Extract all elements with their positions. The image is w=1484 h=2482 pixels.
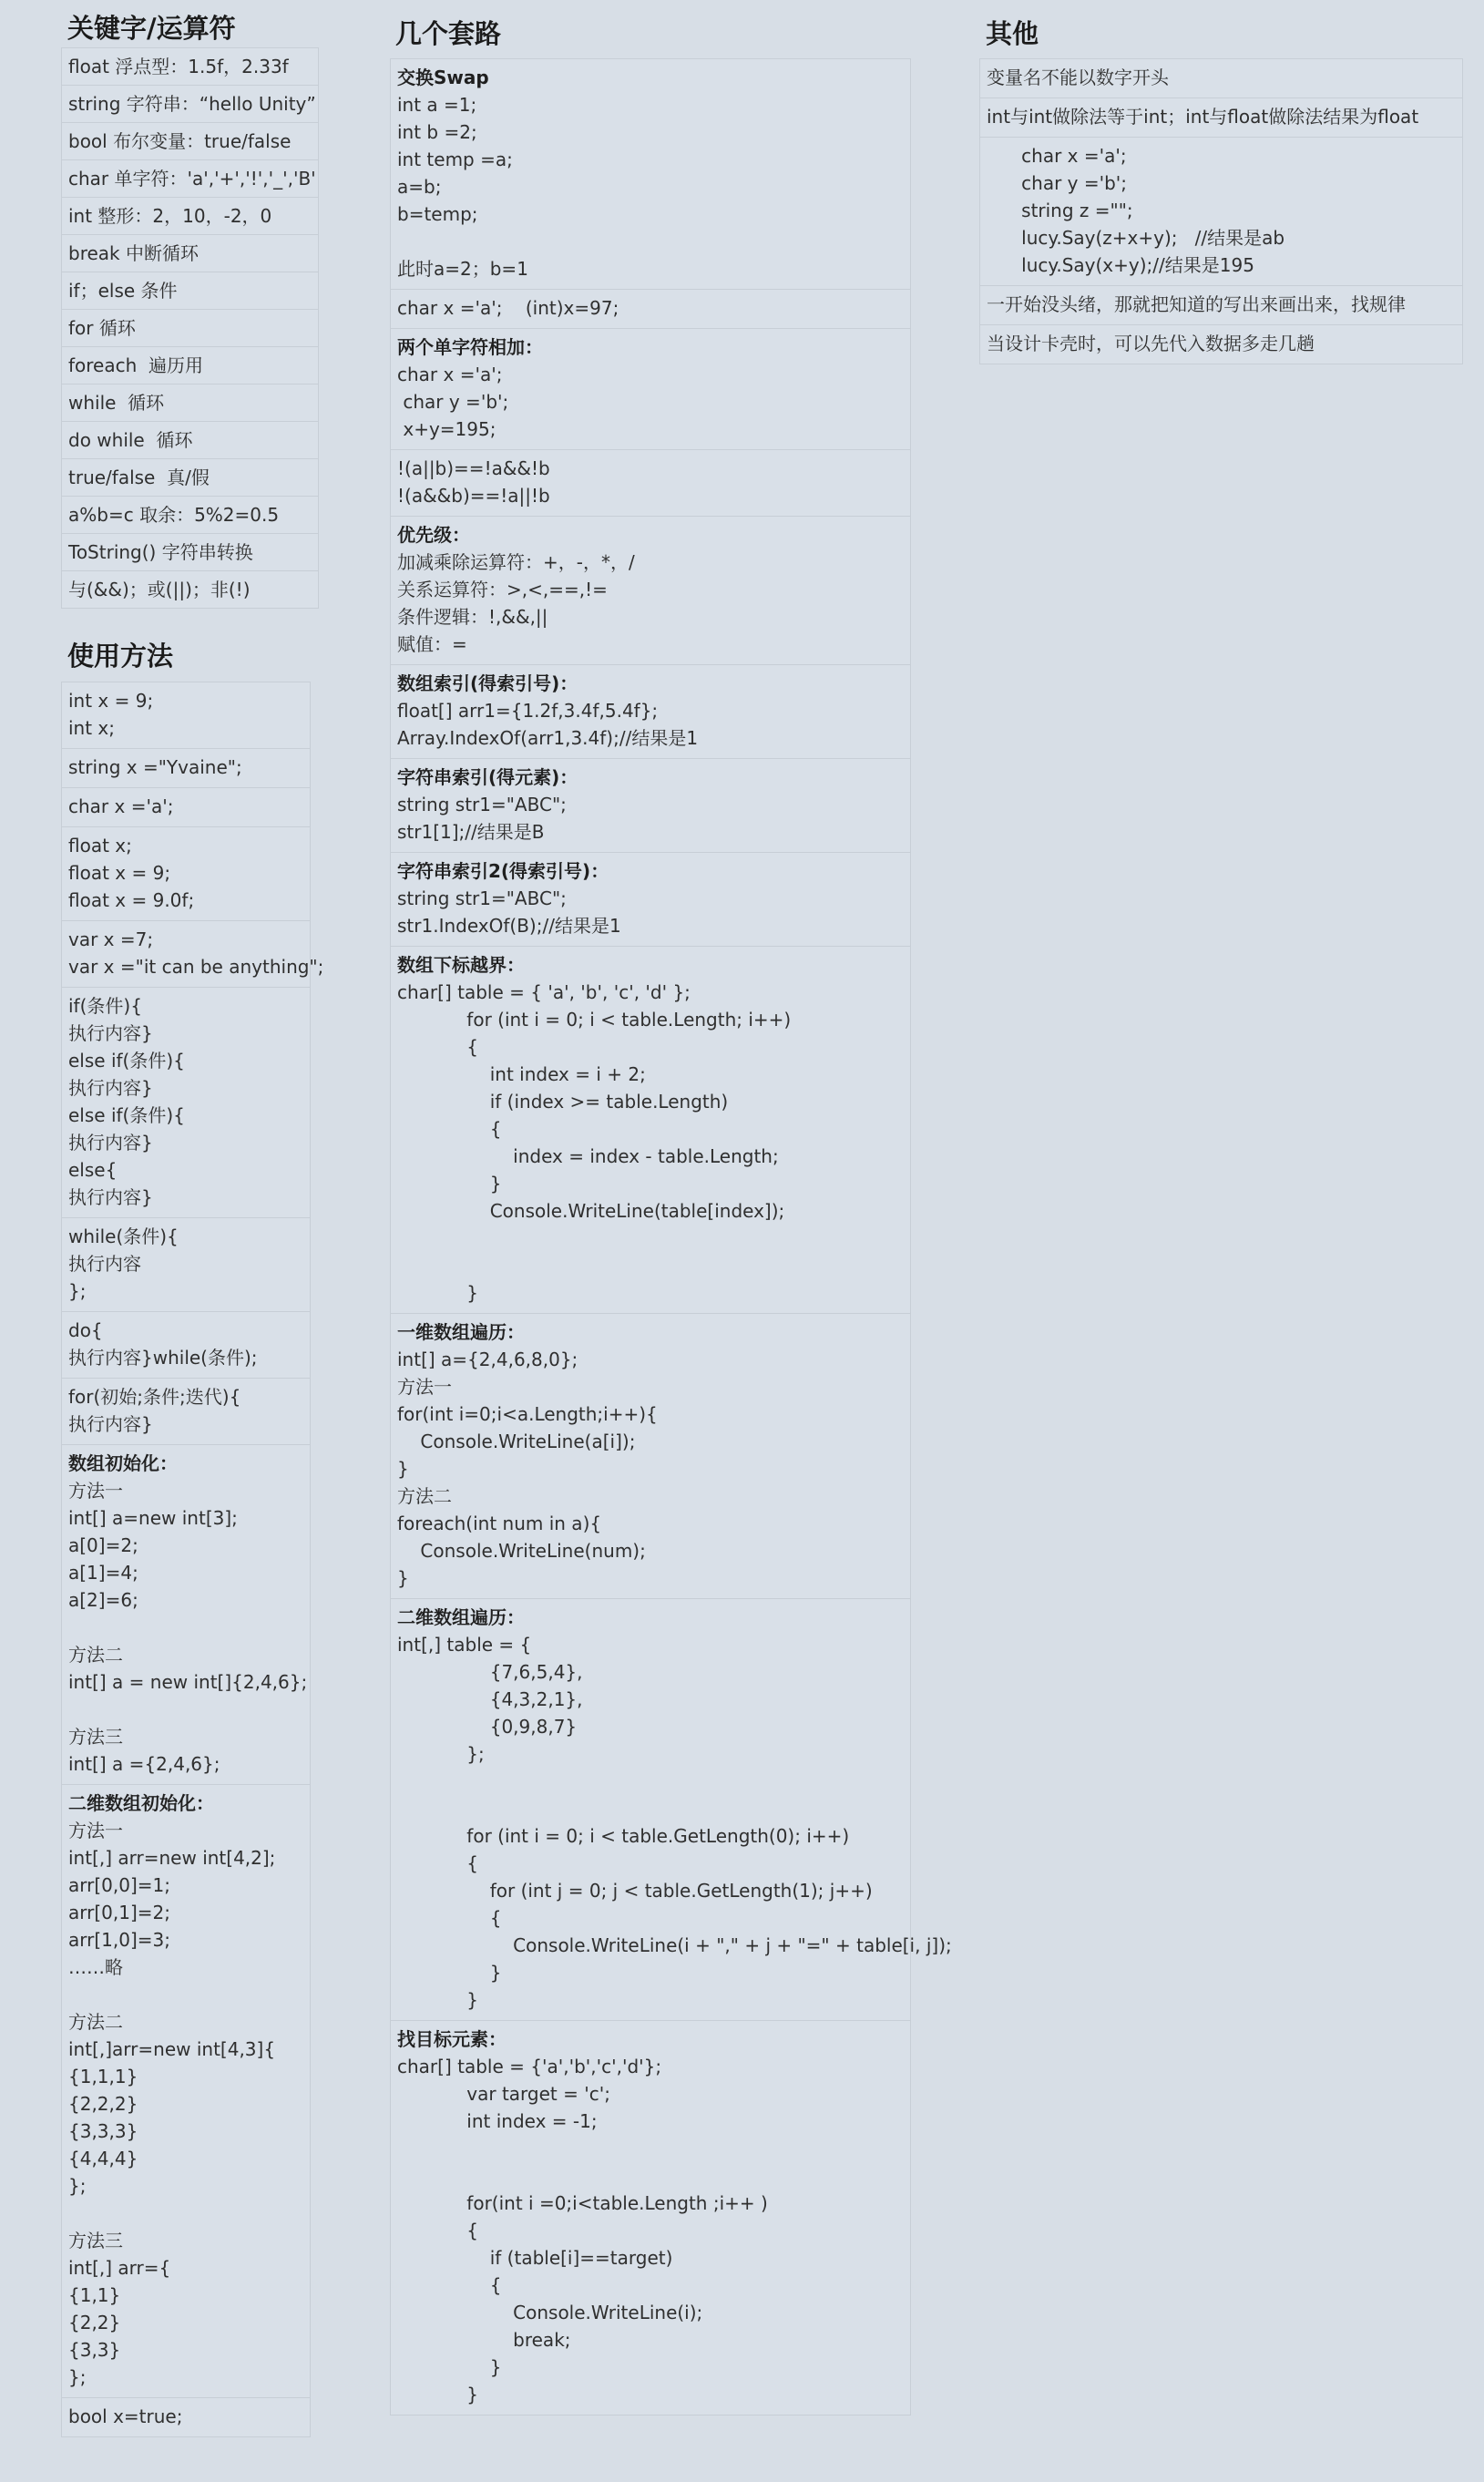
code-line: {3,3,3} xyxy=(68,2120,138,2142)
pattern-block xyxy=(391,59,910,289)
pattern-block xyxy=(391,289,910,328)
section-title: 交换Swap xyxy=(397,67,489,88)
code-line: foreach(int num in a){ xyxy=(397,1513,602,1534)
code-line xyxy=(397,2162,904,2190)
code-line: string str1="ABC"; xyxy=(397,887,567,909)
code-line: { xyxy=(397,1907,502,1929)
code-line: { xyxy=(397,2220,479,2241)
keyword-row-text: 与(&&)；或(||)；非(!) xyxy=(68,579,251,600)
keyword-row xyxy=(62,458,318,496)
code-line: if(条件){ xyxy=(68,995,142,1017)
code-line: int与int做除法等于int；int与float做除法结果为float xyxy=(987,106,1419,128)
keyword-row xyxy=(62,159,318,197)
code-line: 变量名不能以数字开头 xyxy=(987,67,1169,88)
code-line: Console.WriteLine(i + "," + j + "=" + table[i, j]); xyxy=(397,1934,952,1956)
code-line: else if(条件){ xyxy=(68,1050,185,1072)
keyword-row-text: int 整形：2，10，-2，0 xyxy=(68,205,272,227)
other-table xyxy=(979,58,1463,364)
code-line: char x ='a'; xyxy=(68,795,174,817)
code-line: int[,] arr={ xyxy=(68,2257,171,2279)
keyword-row xyxy=(62,533,318,570)
code-line: while(条件){ xyxy=(68,1226,179,1247)
pattern-block xyxy=(391,2020,910,2415)
code-line: arr[0,1]=2; xyxy=(68,1902,170,1923)
pattern-block xyxy=(391,449,910,516)
code-line: str1.IndexOf(B);//结果是1 xyxy=(397,915,621,937)
code-line: { xyxy=(397,1852,479,1874)
code-line: char x ='a'; xyxy=(987,145,1127,167)
code-line: arr[0,0]=1; xyxy=(68,1874,170,1896)
code-line: for(初始;条件;迭代){ xyxy=(68,1386,241,1408)
code-line: int[] a = new int[]{2,4,6}; xyxy=(68,1671,308,1693)
usage-block xyxy=(62,1784,310,2397)
code-line: Array.IndexOf(arr1,3.4f);//结果是1 xyxy=(397,727,699,749)
keyword-row xyxy=(62,384,318,421)
code-line: 方法二 xyxy=(397,1485,452,1507)
code-line: 方法一 xyxy=(68,1480,123,1502)
other-block xyxy=(980,137,1462,285)
code-line: 执行内容} xyxy=(68,1413,153,1435)
code-line: }; xyxy=(68,2175,87,2197)
usage-block xyxy=(62,787,310,826)
code-line: { xyxy=(397,1036,479,1058)
code-line: float x = 9.0f; xyxy=(68,889,195,911)
code-line: string z =""; xyxy=(987,200,1133,221)
keyword-row-text: char 单字符：'a','+','!','_','B' xyxy=(68,168,316,190)
code-line xyxy=(397,1225,904,1252)
pattern-block xyxy=(391,516,910,664)
code-line xyxy=(68,1981,303,2008)
code-line: 当设计卡壳时，可以先代入数据多走几趟 xyxy=(987,333,1315,354)
code-line: int index = -1; xyxy=(397,2110,598,2132)
other-block xyxy=(980,59,1462,97)
code-line: 加减乘除运算符：+，-，*，/ xyxy=(397,551,635,573)
other-block xyxy=(980,97,1462,137)
usage-block xyxy=(62,920,324,987)
pattern-block xyxy=(391,852,910,946)
keyword-row xyxy=(62,197,318,234)
pattern-block xyxy=(391,664,910,758)
code-line: var x ="it can be anything"; xyxy=(68,956,324,978)
code-line: for(int i =0;i<table.Length ;i++ ) xyxy=(397,2192,768,2214)
keyword-row-text: string 字符串：“hello Unity” xyxy=(68,93,316,115)
code-line: { xyxy=(397,2274,502,2296)
usage-block xyxy=(62,1311,310,1378)
code-line: Console.WriteLine(i); xyxy=(397,2302,703,2323)
code-line: string str1="ABC"; xyxy=(397,794,567,815)
code-line: int[,] table = { xyxy=(397,1634,532,1656)
usage-block xyxy=(62,1217,310,1311)
code-line: {4,4,4} xyxy=(68,2148,138,2169)
code-line: }; xyxy=(397,1743,485,1765)
code-line: {3,3} xyxy=(68,2339,121,2361)
code-line: 方法三 xyxy=(68,1726,123,1748)
code-line: } xyxy=(397,1962,502,1984)
code-line: if (table[i]==target) xyxy=(397,2247,673,2269)
code-line: 执行内容} xyxy=(68,1132,153,1154)
code-line xyxy=(397,1252,904,1279)
code-line: char[] table = { 'a', 'b', 'c', 'd' }; xyxy=(397,981,691,1003)
code-line: float[] arr1={1.2f,3.4f,5.4f}; xyxy=(397,700,659,722)
code-line: } xyxy=(397,1567,409,1589)
code-line: 方法三 xyxy=(68,2230,123,2251)
code-line: break; xyxy=(397,2329,571,2351)
code-line: !(a||b)==!a&&!b xyxy=(397,457,550,479)
keyword-row xyxy=(62,272,318,309)
code-line: for (int j = 0; j < table.GetLength(1); j++) xyxy=(397,1880,873,1902)
keyword-row xyxy=(62,234,318,272)
section-title: 数组下标越界： xyxy=(397,954,525,976)
code-line xyxy=(397,1795,904,1822)
code-line: do{ xyxy=(68,1319,103,1341)
code-line: 方法一 xyxy=(397,1376,452,1398)
code-line: } xyxy=(397,1989,479,2011)
code-line: string x ="Yvaine"; xyxy=(68,756,242,778)
code-line: float x; xyxy=(68,835,132,856)
code-line: {4,3,2,1}, xyxy=(397,1688,583,1710)
usage-block xyxy=(62,1444,310,1784)
keyword-row-text: break 中断循环 xyxy=(68,242,199,264)
usage-block xyxy=(62,1378,310,1444)
heading-keywords: 关键字/运算符 xyxy=(67,13,236,44)
other-block xyxy=(980,324,1462,364)
code-line: 此时a=2；b=1 xyxy=(397,258,528,280)
code-line: 方法二 xyxy=(68,1644,123,1666)
section-title: 二维数组遍历： xyxy=(397,1606,525,1628)
pattern-block xyxy=(391,1598,952,2020)
keyword-row-text: do while 循环 xyxy=(68,429,193,451)
heading-usage: 使用方法 xyxy=(67,641,174,672)
section-title: 二维数组初始化： xyxy=(68,1792,214,1814)
code-line: 方法二 xyxy=(68,2011,123,2033)
heading-other: 其他 xyxy=(986,18,1039,49)
code-line: } xyxy=(397,1173,502,1195)
code-line: char y ='b'; xyxy=(987,172,1128,194)
code-line: int a =1; xyxy=(397,94,477,116)
code-line: int x = 9; xyxy=(68,690,154,712)
code-line: }; xyxy=(68,2366,87,2388)
code-line: int[] a=new int[3]; xyxy=(68,1507,238,1529)
pattern-block xyxy=(391,946,910,1313)
code-line: if (index >= table.Length) xyxy=(397,1091,729,1113)
keyword-row-text: for 循环 xyxy=(68,317,136,339)
keyword-row-text: a%b=c 取余：5%2=0.5 xyxy=(68,504,280,526)
code-line xyxy=(397,2135,904,2162)
code-line: lucy.Say(z+x+y); //结果是ab xyxy=(987,227,1285,249)
section-title: 两个单字符相加： xyxy=(397,336,543,358)
code-line: float x = 9; xyxy=(68,862,171,884)
keyword-row xyxy=(62,570,318,608)
keyword-row-text: float 浮点型：1.5f，2.33f xyxy=(68,56,289,77)
section-title: 一维数组遍历： xyxy=(397,1321,525,1343)
keyword-row-text: foreach 遍历用 xyxy=(68,354,204,376)
code-line: { xyxy=(397,1118,502,1140)
code-line xyxy=(68,2200,303,2227)
code-line: 执行内容} xyxy=(68,1186,153,1208)
code-line: 执行内容}while(条件); xyxy=(68,1347,258,1369)
code-line xyxy=(397,1768,904,1795)
code-line: a[1]=4; xyxy=(68,1562,138,1584)
code-line: 条件逻辑：!,&&,|| xyxy=(397,606,548,628)
other-block xyxy=(980,285,1462,324)
code-line: x+y=195; xyxy=(397,418,496,440)
keyword-row-text: while 循环 xyxy=(68,392,165,414)
keyword-row-text: if；else 条件 xyxy=(68,280,178,302)
code-line: str1[1];//结果是B xyxy=(397,821,545,843)
usage-block xyxy=(62,987,310,1217)
code-line: {2,2} xyxy=(68,2312,121,2333)
code-line: int temp =a; xyxy=(397,149,513,170)
code-line: 方法一 xyxy=(68,1820,123,1841)
code-line: !(a&&b)==!a||!b xyxy=(397,485,550,507)
code-line: arr[1,0]=3; xyxy=(68,1929,170,1951)
code-line: int[,] arr=new int[4,2]; xyxy=(68,1847,276,1869)
keyword-row xyxy=(62,346,318,384)
code-line: Console.WriteLine(a[i]); xyxy=(397,1431,636,1452)
section-title: 优先级： xyxy=(397,524,470,546)
keyword-row xyxy=(62,122,318,159)
code-line: int[] a ={2,4,6}; xyxy=(68,1753,220,1775)
usage-block xyxy=(62,682,310,748)
code-line: for(int i=0;i<a.Length;i++){ xyxy=(397,1403,658,1425)
code-line: 执行内容} xyxy=(68,1077,153,1099)
patterns-table xyxy=(390,58,952,2415)
code-line: var target = 'c'; xyxy=(397,2083,610,2105)
code-line: } xyxy=(397,1458,409,1480)
pattern-block xyxy=(391,1313,910,1598)
code-line: }; xyxy=(68,1280,87,1302)
code-line: {2,2,2} xyxy=(68,2093,138,2115)
code-line: } xyxy=(397,2384,479,2405)
code-line: 关系运算符：>,<,==,!= xyxy=(397,579,608,600)
code-line: char x ='a'; (int)x=97; xyxy=(397,297,619,319)
code-line: 执行内容 xyxy=(68,1253,141,1275)
code-line: int b =2; xyxy=(397,121,477,143)
section-title: 字符串索引(得元素)： xyxy=(397,766,578,788)
code-line xyxy=(68,1614,303,1641)
usage-block xyxy=(62,748,310,787)
code-line: Console.WriteLine(table[index]); xyxy=(397,1200,785,1222)
code-line: int[,]arr=new int[4,3]{ xyxy=(68,2038,276,2060)
code-line: } xyxy=(397,1282,479,1304)
code-line: char x ='a'; xyxy=(397,364,503,385)
pattern-block xyxy=(391,328,910,449)
code-line: lucy.Say(x+y);//结果是195 xyxy=(987,254,1254,276)
code-line: bool x=true; xyxy=(68,2405,183,2427)
code-line: 一开始没头绪，那就把知道的写出来画出来，找规律 xyxy=(987,293,1406,315)
code-line: 执行内容} xyxy=(68,1022,153,1044)
keyword-row-text: ToString() 字符串转换 xyxy=(68,541,253,563)
code-line: a[0]=2; xyxy=(68,1534,138,1556)
code-line: for (int i = 0; i < table.Length; i++) xyxy=(397,1009,792,1031)
code-line: else{ xyxy=(68,1159,118,1181)
section-title: 数组初始化： xyxy=(68,1452,178,1474)
section-title: 数组索引(得索引号)： xyxy=(397,672,578,694)
code-line: var x =7; xyxy=(68,928,154,950)
code-line: index = index - table.Length; xyxy=(397,1145,779,1167)
code-line: } xyxy=(397,2356,502,2378)
code-line: ……略 xyxy=(68,1956,123,1978)
keyword-row xyxy=(62,309,318,346)
code-line: 赋值：= xyxy=(397,633,467,655)
code-line: int[] a={2,4,6,8,0}; xyxy=(397,1349,578,1370)
section-title: 找目标元素： xyxy=(397,2028,507,2050)
code-line: {7,6,5,4}, xyxy=(397,1661,583,1683)
code-line: Console.WriteLine(num); xyxy=(397,1540,646,1562)
keyword-row xyxy=(62,85,318,122)
code-line: b=temp; xyxy=(397,203,478,225)
keyword-row xyxy=(62,421,318,458)
pattern-block xyxy=(391,758,910,852)
code-line: for (int i = 0; i < table.GetLength(0); i++) xyxy=(397,1825,850,1847)
code-line: a=b; xyxy=(397,176,442,198)
code-line: int x; xyxy=(68,717,116,739)
code-line: char y ='b'; xyxy=(397,391,509,413)
code-line: int index = i + 2; xyxy=(397,1063,646,1085)
keyword-row xyxy=(62,496,318,533)
code-line: else if(条件){ xyxy=(68,1104,185,1126)
keyword-row-text: bool 布尔变量：true/false xyxy=(68,130,292,152)
keywords-table xyxy=(61,47,319,609)
usage-block xyxy=(62,2397,310,2436)
code-line xyxy=(397,228,904,255)
keyword-row xyxy=(62,48,318,85)
code-line xyxy=(68,1696,303,1723)
code-line: {1,1} xyxy=(68,2284,121,2306)
code-line: char[] table = {'a','b','c','d'}; xyxy=(397,2056,662,2077)
section-title: 字符串索引2(得索引号)： xyxy=(397,860,609,882)
usage-table xyxy=(61,682,324,2437)
keyword-row-text: true/false 真/假 xyxy=(68,467,210,488)
code-line: {0,9,8,7} xyxy=(397,1716,578,1738)
usage-block xyxy=(62,826,310,920)
code-line: {1,1,1} xyxy=(68,2066,138,2087)
heading-patterns: 几个套路 xyxy=(395,18,502,49)
code-line: a[2]=6; xyxy=(68,1589,138,1611)
